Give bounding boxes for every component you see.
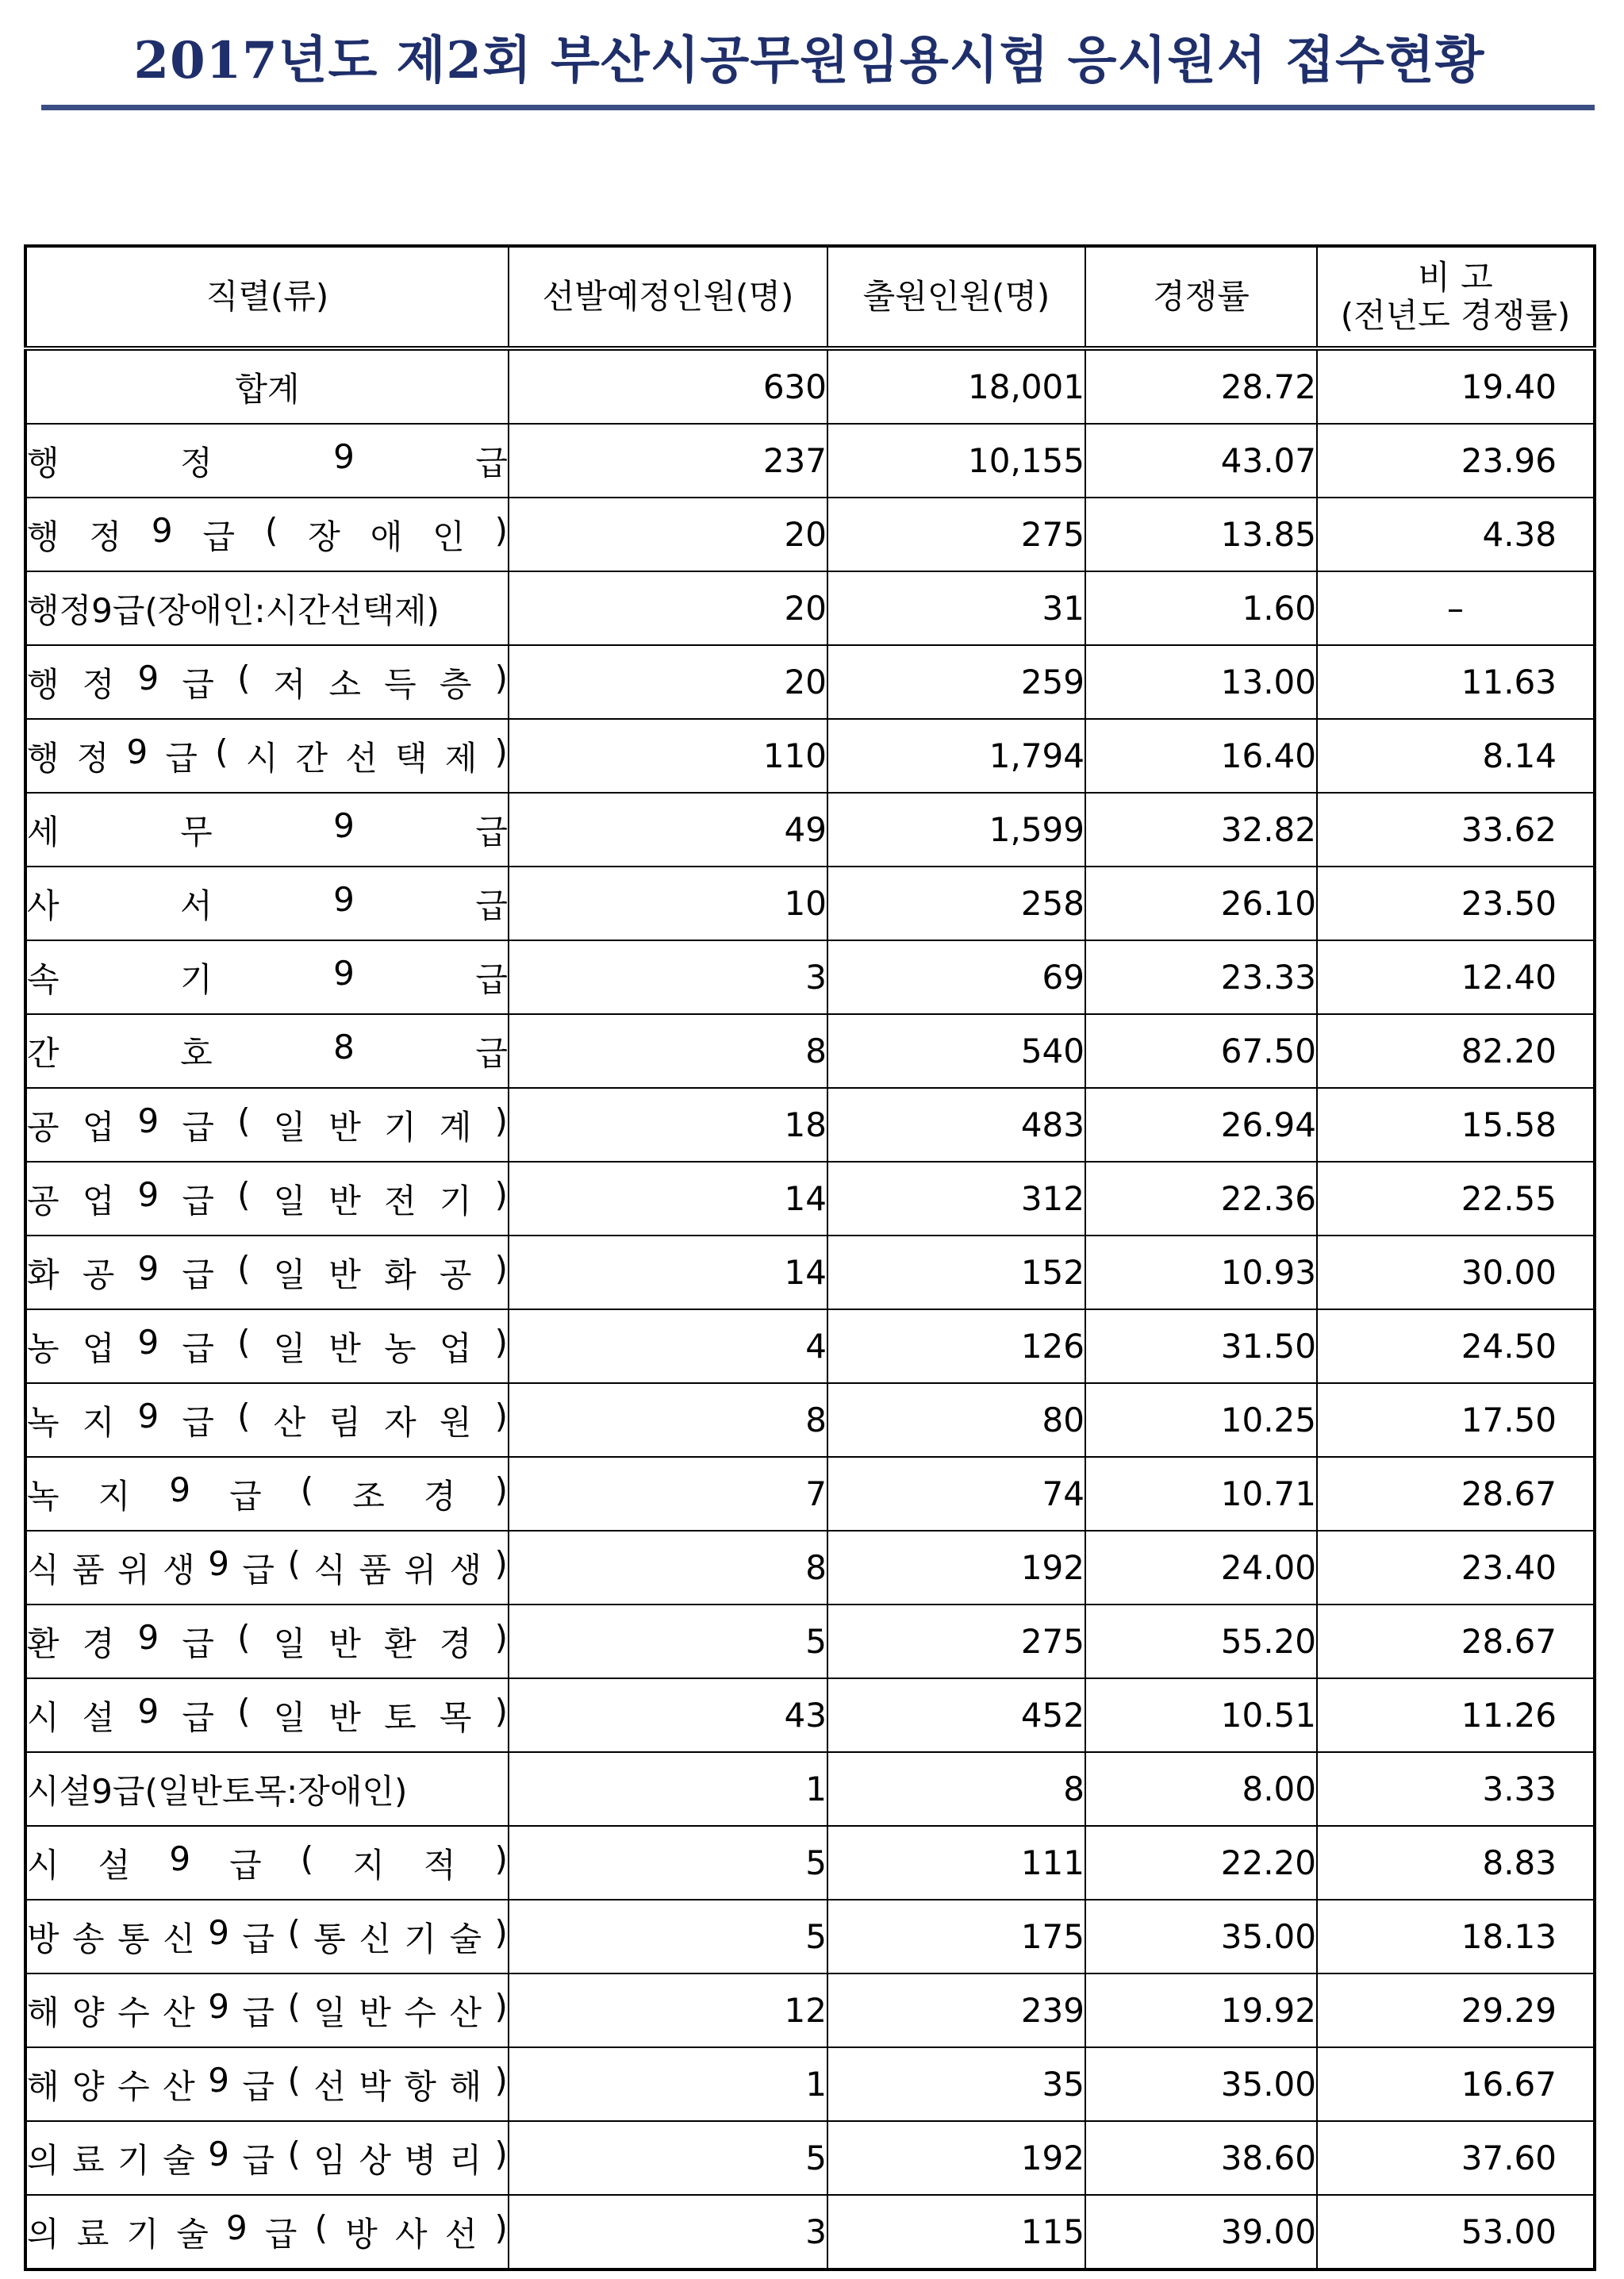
position-type-cell [25, 1457, 509, 1531]
position-type: 화 공 9 급 ( 일 반 화 공 ) [27, 1248, 508, 1294]
position-type-cell [25, 1826, 509, 1900]
table-row [25, 1236, 1595, 1309]
planned-count: 5 [509, 1826, 827, 1900]
position-type: 시 설 9 급 ( 일 반 토 목 ) [27, 1691, 508, 1737]
position-type: 행 정 9 급 ( 장 애 인 ) [27, 510, 508, 556]
position-type-cell [25, 571, 509, 645]
position-type: 방 송 통 신 9 급 ( 통 신 기 술 ) [27, 1912, 508, 1958]
position-type: 녹 지 9 급 ( 조 경 ) [27, 1470, 508, 1516]
table-row [25, 1605, 1595, 1678]
header-type: 직렬(류) [25, 246, 509, 348]
applicant-count: 483 [827, 1088, 1085, 1162]
planned-count: 43 [509, 1678, 827, 1752]
table-row [25, 1088, 1595, 1162]
header-row [25, 246, 1595, 348]
competition-ratio: 39.00 [1085, 2195, 1317, 2269]
position-type: 시설9급(일반토목:장애인) [27, 1771, 408, 1811]
table-row [25, 2195, 1595, 2269]
planned-count: 110 [509, 719, 827, 793]
previous-year-ratio: 11.26 [1317, 1678, 1595, 1752]
applicant-count: 8 [827, 1752, 1085, 1826]
planned-count: 14 [509, 1162, 827, 1236]
previous-year-ratio: 24.50 [1317, 1309, 1595, 1383]
previous-year-ratio: 11.63 [1317, 645, 1595, 719]
previous-year-ratio: 12.40 [1317, 940, 1595, 1014]
position-type: 공 업 9 급 ( 일 반 기 계 ) [27, 1101, 508, 1147]
applicant-count: 80 [827, 1383, 1085, 1457]
previous-year-ratio: 28.67 [1317, 1457, 1595, 1531]
total-prev-ratio: 19.40 [1317, 348, 1595, 424]
competition-ratio: 35.00 [1085, 1900, 1317, 1973]
planned-count: 1 [509, 2047, 827, 2121]
competition-ratio: 1.60 [1085, 571, 1317, 645]
competition-ratio: 26.94 [1085, 1088, 1317, 1162]
planned-count: 5 [509, 1605, 827, 1678]
previous-year-ratio: 8.14 [1317, 719, 1595, 793]
planned-count: 10 [509, 867, 827, 940]
position-type-cell [25, 1088, 509, 1162]
header-remark-line2: (전년도 경쟁률) [1340, 296, 1571, 335]
position-type-cell [25, 1162, 509, 1236]
previous-year-ratio: 15.58 [1317, 1088, 1595, 1162]
position-type-cell [25, 2195, 509, 2269]
table-row [25, 793, 1595, 867]
planned-count: 7 [509, 1457, 827, 1531]
position-type: 의 료 기 술 9 급 ( 방 사 선 ) [27, 2208, 508, 2254]
position-type-cell [25, 424, 509, 498]
title-underline [41, 105, 1595, 110]
table-row [25, 2121, 1595, 2195]
planned-count: 8 [509, 1383, 827, 1457]
planned-count: 3 [509, 940, 827, 1014]
table-row [25, 2047, 1595, 2121]
header-applicants: 출원인원(명) [827, 246, 1085, 348]
previous-year-ratio: 18.13 [1317, 1900, 1595, 1973]
previous-year-ratio: 53.00 [1317, 2195, 1595, 2269]
position-type-cell [25, 1531, 509, 1605]
position-type-cell [25, 2121, 509, 2195]
previous-year-ratio: 37.60 [1317, 2121, 1595, 2195]
planned-count: 20 [509, 645, 827, 719]
table-row [25, 1900, 1595, 1973]
position-type: 시 설 9 급 ( 지 적 ) [27, 1839, 508, 1885]
competition-ratio: 24.00 [1085, 1531, 1317, 1605]
previous-year-ratio: 8.83 [1317, 1826, 1595, 1900]
applicant-count: 192 [827, 2121, 1085, 2195]
competition-ratio: 13.00 [1085, 645, 1317, 719]
competition-ratio: 10.25 [1085, 1383, 1317, 1457]
planned-count: 18 [509, 1088, 827, 1162]
competition-ratio: 23.33 [1085, 940, 1317, 1014]
applicant-count: 35 [827, 2047, 1085, 2121]
competition-ratio: 43.07 [1085, 424, 1317, 498]
position-type-cell [25, 1309, 509, 1383]
position-type-cell [25, 867, 509, 940]
page-title: 2017년도 제2회 부산시공무원임용시험 응시원서 접수현황 [133, 31, 1485, 90]
planned-count: 3 [509, 2195, 827, 2269]
previous-year-ratio: 29.29 [1317, 1973, 1595, 2047]
table-row [25, 1309, 1595, 1383]
position-type-cell [25, 940, 509, 1014]
previous-year-ratio: 4.38 [1317, 498, 1595, 571]
header-ratio: 경쟁률 [1085, 246, 1317, 348]
header-remark [1317, 246, 1595, 348]
planned-count: 1 [509, 1752, 827, 1826]
competition-ratio: 55.20 [1085, 1605, 1317, 1678]
competition-ratio: 31.50 [1085, 1309, 1317, 1383]
table-row [25, 1826, 1595, 1900]
position-type: 의 료 기 술 9 급 ( 임 상 병 리 ) [27, 2134, 508, 2180]
planned-count: 4 [509, 1309, 827, 1383]
applicant-count: 312 [827, 1162, 1085, 1236]
planned-count: 8 [509, 1531, 827, 1605]
table-row [25, 1162, 1595, 1236]
table-row [25, 1014, 1595, 1088]
applicant-count: 259 [827, 645, 1085, 719]
position-type-cell [25, 1678, 509, 1752]
competition-ratio: 32.82 [1085, 793, 1317, 867]
table-row [25, 498, 1595, 571]
table-row [25, 867, 1595, 940]
position-type-cell [25, 793, 509, 867]
applicant-count: 175 [827, 1900, 1085, 1973]
previous-year-ratio: 3.33 [1317, 1752, 1595, 1826]
position-type: 농 업 9 급 ( 일 반 농 업 ) [27, 1322, 508, 1368]
position-type: 간 호 8 급 [27, 1027, 508, 1073]
competition-ratio: 67.50 [1085, 1014, 1317, 1088]
previous-year-ratio: 23.40 [1317, 1531, 1595, 1605]
competition-ratio: 8.00 [1085, 1752, 1317, 1826]
position-type: 녹 지 9 급 ( 산 림 자 원 ) [27, 1396, 508, 1442]
table-row [25, 645, 1595, 719]
applicant-count: 275 [827, 498, 1085, 571]
planned-count: 20 [509, 571, 827, 645]
header-remark-line1: 비 고 [1418, 258, 1493, 297]
previous-year-ratio: 28.67 [1317, 1605, 1595, 1678]
table-row [25, 1678, 1595, 1752]
table-row [25, 1457, 1595, 1531]
applicant-count: 452 [827, 1678, 1085, 1752]
applicant-count: 74 [827, 1457, 1085, 1531]
applicant-count: 1,794 [827, 719, 1085, 793]
position-type: 환 경 9 급 ( 일 반 환 경 ) [27, 1617, 508, 1663]
position-type-cell [25, 2047, 509, 2121]
position-type-cell [25, 1605, 509, 1678]
competition-ratio: 38.60 [1085, 2121, 1317, 2195]
competition-ratio: 35.00 [1085, 2047, 1317, 2121]
planned-count: 12 [509, 1973, 827, 2047]
competition-ratio: 10.51 [1085, 1678, 1317, 1752]
applicant-count: 69 [827, 940, 1085, 1014]
applicant-count: 115 [827, 2195, 1085, 2269]
application-status-table [24, 244, 1596, 2271]
position-type-cell [25, 1752, 509, 1826]
planned-count: 49 [509, 793, 827, 867]
planned-count: 5 [509, 1900, 827, 1973]
applicant-count: 275 [827, 1605, 1085, 1678]
competition-ratio: 26.10 [1085, 867, 1317, 940]
applicant-count: 239 [827, 1973, 1085, 2047]
previous-year-ratio: 23.96 [1317, 424, 1595, 498]
position-type: 해 양 수 산 9 급 ( 선 박 항 해 ) [27, 2060, 508, 2106]
competition-ratio: 10.71 [1085, 1457, 1317, 1531]
table-row [25, 1973, 1595, 2047]
competition-ratio: 13.85 [1085, 498, 1317, 571]
position-type: 식 품 위 생 9 급 ( 식 품 위 생 ) [27, 1543, 508, 1589]
position-type: 행정9급(장애인:시간선택제) [27, 590, 440, 630]
competition-ratio: 19.92 [1085, 1973, 1317, 2047]
total-label-cell [25, 348, 509, 424]
position-type-cell [25, 498, 509, 571]
applicant-count: 111 [827, 1826, 1085, 1900]
position-type: 행 정 9 급 [27, 436, 508, 482]
previous-year-ratio: 30.00 [1317, 1236, 1595, 1309]
total-label: 합계 [235, 369, 300, 409]
table-row [25, 1383, 1595, 1457]
applicant-count: 31 [827, 571, 1085, 645]
applicant-count: 1,599 [827, 793, 1085, 867]
position-type-cell [25, 645, 509, 719]
position-type: 공 업 9 급 ( 일 반 전 기 ) [27, 1174, 508, 1220]
planned-count: 237 [509, 424, 827, 498]
planned-count: 5 [509, 2121, 827, 2195]
position-type: 행 정 9 급 ( 시 간 선 택 제 ) [27, 732, 508, 778]
applicant-count: 258 [827, 867, 1085, 940]
position-type: 해 양 수 산 9 급 ( 일 반 수 산 ) [27, 1986, 508, 2032]
competition-ratio: 22.20 [1085, 1826, 1317, 1900]
competition-ratio: 16.40 [1085, 719, 1317, 793]
applicant-count: 152 [827, 1236, 1085, 1309]
competition-ratio: 22.36 [1085, 1162, 1317, 1236]
applicant-count: 540 [827, 1014, 1085, 1088]
table-row [25, 1752, 1595, 1826]
position-type: 행 정 9 급 ( 저 소 득 층 ) [27, 658, 508, 704]
position-type-cell [25, 1014, 509, 1088]
position-type: 세 무 9 급 [27, 805, 508, 851]
position-type-cell [25, 719, 509, 793]
total-applicants: 18,001 [827, 348, 1085, 424]
competition-ratio: 10.93 [1085, 1236, 1317, 1309]
table-row [25, 424, 1595, 498]
position-type: 사 서 9 급 [27, 879, 508, 925]
previous-year-ratio: 17.50 [1317, 1383, 1595, 1457]
table-row [25, 940, 1595, 1014]
position-type-cell [25, 1900, 509, 1973]
position-type-cell [25, 1236, 509, 1309]
previous-year-ratio: – [1317, 571, 1595, 645]
header-planned: 선발예정인원(명) [509, 246, 827, 348]
total-row [25, 348, 1595, 424]
table-row [25, 719, 1595, 793]
total-ratio: 28.72 [1085, 348, 1317, 424]
previous-year-ratio: 22.55 [1317, 1162, 1595, 1236]
position-type: 속 기 9 급 [27, 953, 508, 999]
previous-year-ratio: 23.50 [1317, 867, 1595, 940]
table-row [25, 1531, 1595, 1605]
position-type-cell [25, 1973, 509, 2047]
previous-year-ratio: 33.62 [1317, 793, 1595, 867]
applicant-count: 192 [827, 1531, 1085, 1605]
previous-year-ratio: 82.20 [1317, 1014, 1595, 1088]
previous-year-ratio: 16.67 [1317, 2047, 1595, 2121]
applicant-count: 10,155 [827, 424, 1085, 498]
total-planned: 630 [509, 348, 827, 424]
table-row [25, 571, 1595, 645]
planned-count: 14 [509, 1236, 827, 1309]
position-type-cell [25, 1383, 509, 1457]
planned-count: 8 [509, 1014, 827, 1088]
applicant-count: 126 [827, 1309, 1085, 1383]
planned-count: 20 [509, 498, 827, 571]
